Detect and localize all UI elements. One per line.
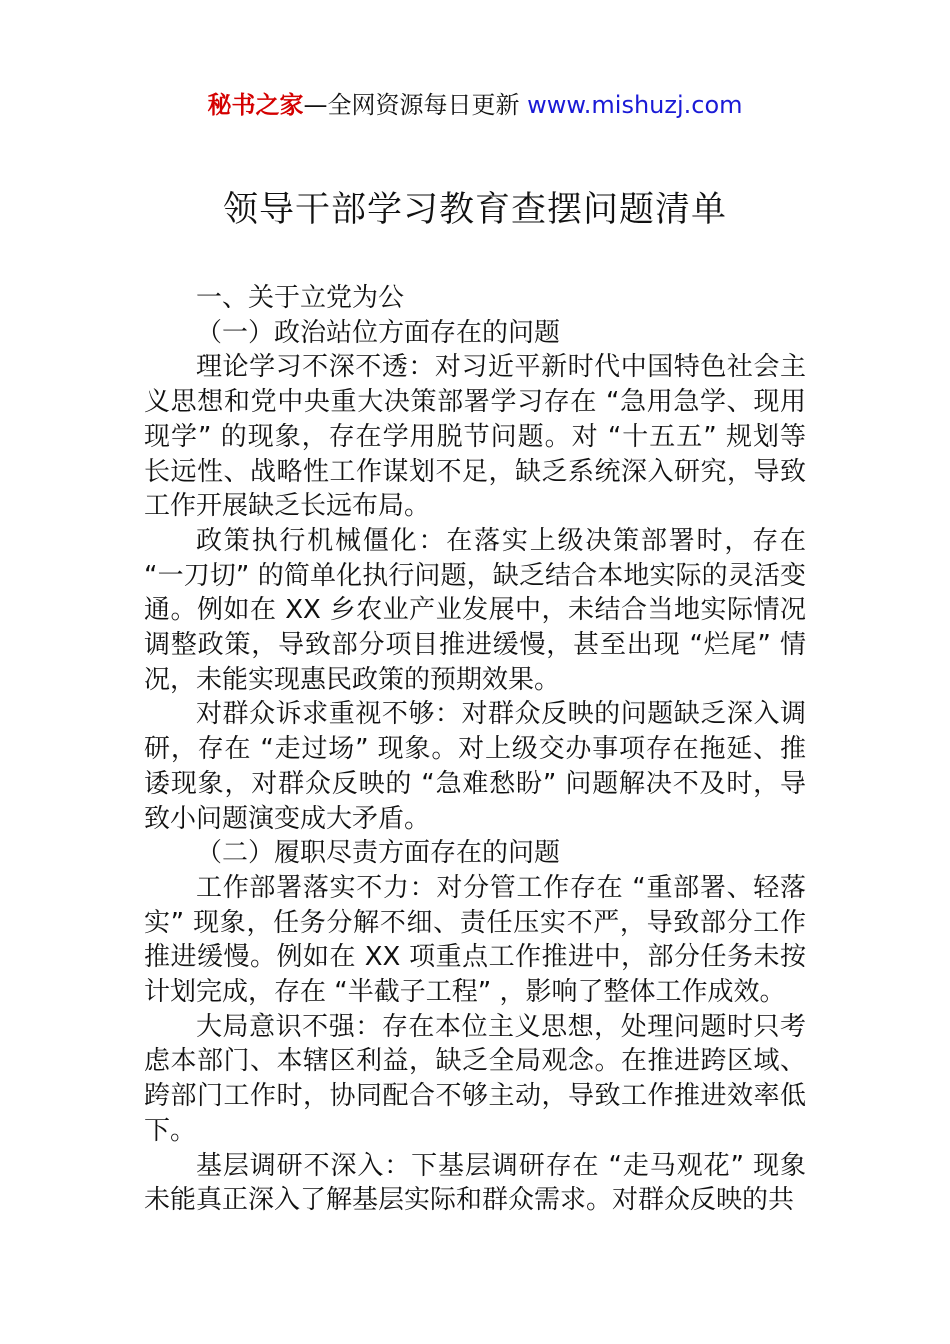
paragraph: 理论学习不深不透：对习近平新时代中国特色社会主义思想和党中央重大决策部署学习存在 “急用急学、现用现学” 的现象，存在学用脱节问题。对 “十五五” 规划等长远性、战略性工作谋划不足，缺乏系统深入研究，导致工作开展缺乏长远布局。 bbox=[144, 352, 806, 522]
subsection-heading: （一）政治站位方面存在的问题 bbox=[196, 317, 561, 348]
paragraph: 政策执行机械僵化：在落实上级决策部署时，存在 “一刀切” 的简单化执行问题，缺乏结合本地实际的灵活变通。例如在 XX 乡农业产业发展中，未结合当地实际情况调整政策，导致部分项目推进缓慢，甚至出现 “烂尾” 情况，未能实现惠民政策的预期效果。 bbox=[144, 525, 806, 695]
paragraph: 基层调研不深入：下基层调研存在 “走马观花” 现象未能真正深入了解基层实际和群众需求。对群众反映的共 bbox=[144, 1150, 806, 1216]
document-body bbox=[144, 281, 806, 1218]
paragraph: 工作部署落实不力：对分管工作存在 “重部署、轻落实” 现象，任务分解不细、责任压实不严，导致部分工作推进缓慢。例如在 XX 项重点工作推进中，部分任务未按计划完成，存在 “半截子工程” ，影响了整体工作成效。 bbox=[144, 872, 806, 1008]
paragraph: 对群众诉求重视不够：对群众反映的问题缺乏深入调研，存在 “走过场” 现象。对上级交办事项存在拖延、推诿现象，对群众反映的 “急难愁盼” 问题解决不及时，导致小问题演变成大矛盾。 bbox=[144, 699, 806, 834]
header-tagline: —全网资源每日更新 bbox=[303, 91, 528, 119]
brand-name: 秘书之家 bbox=[207, 91, 304, 119]
site-header bbox=[0, 88, 950, 122]
section-heading: 一、关于立党为公 bbox=[196, 283, 405, 313]
paragraph: 大局意识不强：存在本位主义思想，处理问题时只考虑本部门、本辖区利益，缺乏全局观念。在推进跨区域、跨部门工作时，协同配合不够主动，导致工作推进效率低下。 bbox=[144, 1011, 806, 1146]
document-title: 领导干部学习教育查摆问题清单 bbox=[222, 190, 727, 230]
site-url: www.mishuzj.com bbox=[527, 91, 743, 119]
subsection-heading: （二）履职尽责方面存在的问题 bbox=[196, 838, 561, 869]
